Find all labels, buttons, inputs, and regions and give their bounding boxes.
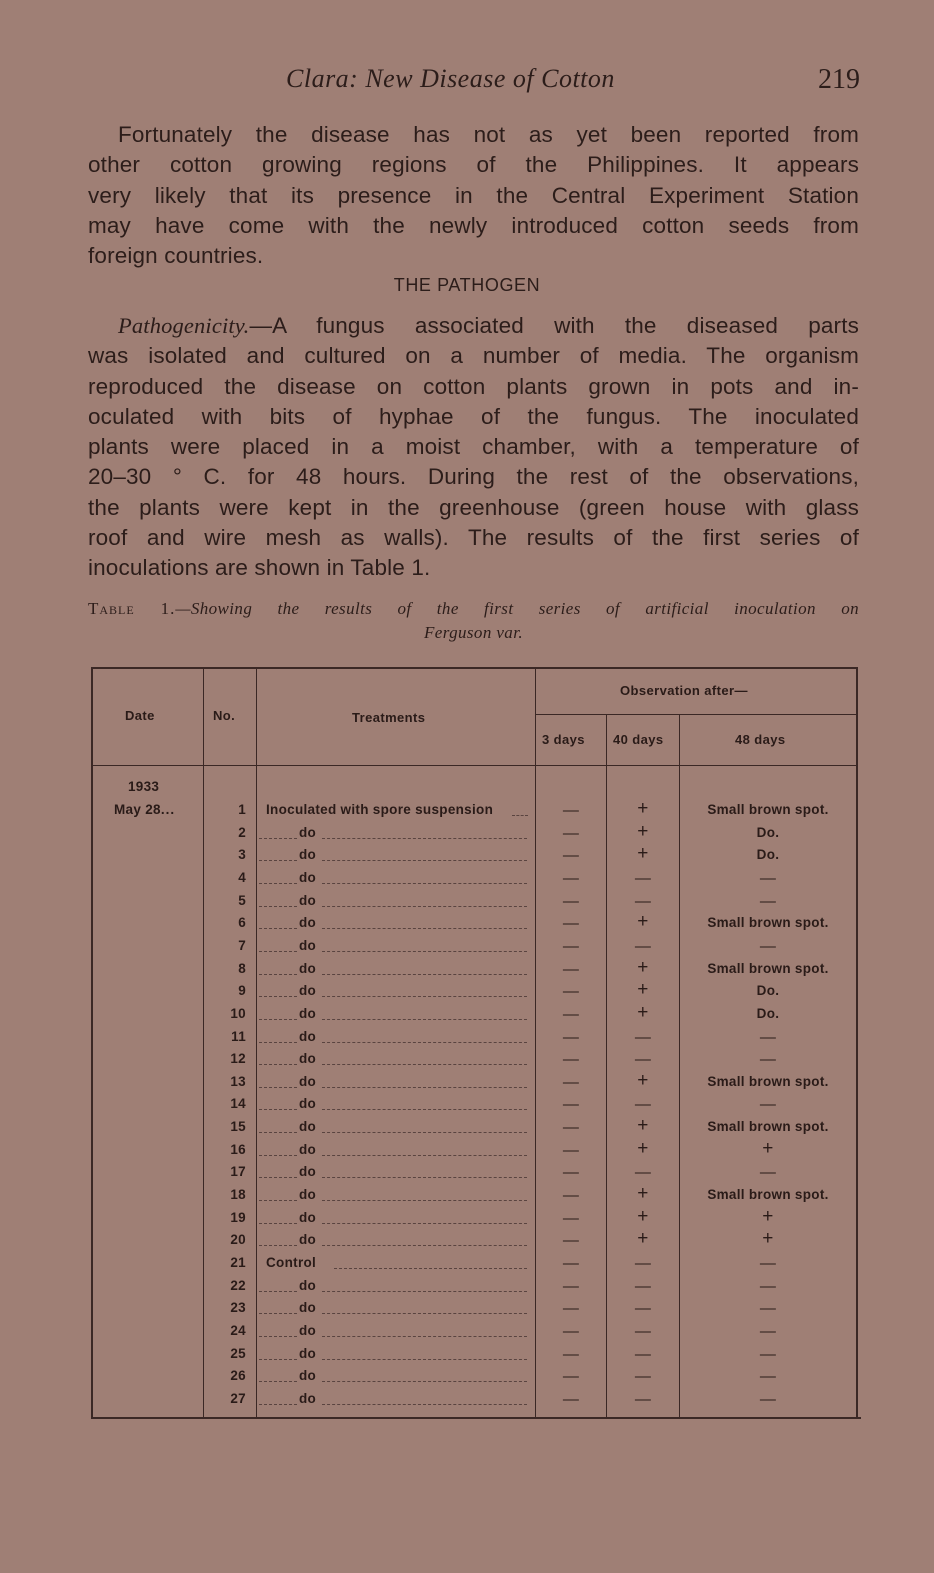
row-number: 9 xyxy=(238,983,246,998)
row-treatment: do xyxy=(299,1096,317,1111)
row-number: 24 xyxy=(230,1323,246,1338)
row-3-days-value: — xyxy=(562,1346,580,1363)
row-3-days-value: — xyxy=(562,1051,580,1068)
row-3-days-value: — xyxy=(562,1096,580,1113)
leader-dots xyxy=(259,1017,297,1020)
leader-dots xyxy=(259,1153,297,1156)
row-number: 19 xyxy=(230,1210,246,1225)
table-bottom-rule xyxy=(91,1417,861,1419)
row-3-days-value: — xyxy=(562,1232,580,1249)
row-treatment: do xyxy=(299,1074,317,1089)
date-label: May 28... xyxy=(114,802,176,817)
header-3-days: 3 days xyxy=(542,732,585,747)
leader-dots xyxy=(259,1334,297,1337)
leader-dots xyxy=(322,1357,527,1360)
row-48-days-value: — xyxy=(759,893,777,910)
leader-dots xyxy=(322,1085,527,1088)
row-40-days-value: — xyxy=(634,870,652,887)
row-48-days-value: — xyxy=(759,938,777,955)
row-treatment: do xyxy=(299,1391,317,1406)
row-3-days-value: — xyxy=(562,1391,580,1408)
header-40-days: 40 days xyxy=(613,732,664,747)
row-treatment: do xyxy=(299,961,317,976)
row-48-days-value: + xyxy=(762,1206,774,1227)
row-treatment: do xyxy=(299,915,317,930)
row-40-days-value: + xyxy=(637,821,649,842)
text-line: foreign countries. xyxy=(88,243,264,269)
row-40-days-value: — xyxy=(634,1323,652,1340)
table-left-rule xyxy=(91,667,93,1419)
row-number: 20 xyxy=(230,1232,246,1247)
row-3-days-value: — xyxy=(562,961,580,978)
row-number: 8 xyxy=(238,961,246,976)
row-40-days-value: — xyxy=(634,1096,652,1113)
leader-dots xyxy=(259,1107,297,1110)
row-48-days-value: + xyxy=(762,1138,774,1159)
row-treatment: do xyxy=(299,847,317,862)
row-3-days-value: — xyxy=(562,1029,580,1046)
row-40-days-value: — xyxy=(634,1300,652,1317)
row-3-days-value: — xyxy=(562,1323,580,1340)
leader-dots xyxy=(259,949,297,952)
row-3-days-value: — xyxy=(562,1006,580,1023)
row-48-days-value: Do. xyxy=(756,825,780,840)
leader-dots xyxy=(259,1379,297,1382)
leader-dots xyxy=(322,1130,527,1133)
leader-dots xyxy=(259,1357,297,1360)
paragraph-lead: Pathogenicity. xyxy=(118,313,250,338)
caption-text: —Showing the results of the first series of artificial inoculation on xyxy=(175,599,860,618)
caption-line xyxy=(88,597,859,621)
leader-dots xyxy=(322,1334,527,1337)
row-40-days-value: + xyxy=(637,1115,649,1136)
row-40-days-value: — xyxy=(634,1391,652,1408)
row-40-days-value: + xyxy=(637,1138,649,1159)
leader-dots xyxy=(322,949,527,952)
row-48-days-value: — xyxy=(759,1255,777,1272)
leader-dots xyxy=(512,813,528,816)
leader-dots xyxy=(322,1062,527,1065)
row-number: 14 xyxy=(230,1096,246,1111)
running-title: Clara: New Disease of Cotton xyxy=(286,64,615,93)
row-treatment: do xyxy=(299,1346,317,1361)
row-48-days-value: Do. xyxy=(756,1006,780,1021)
leader-dots xyxy=(259,1198,297,1201)
column-divider xyxy=(203,667,204,1419)
row-treatment: Inoculated with spore suspension xyxy=(266,802,494,817)
leader-dots xyxy=(259,1402,297,1405)
row-48-days-value: — xyxy=(759,870,777,887)
row-number: 27 xyxy=(230,1391,246,1406)
leader-dots xyxy=(322,836,527,839)
row-treatment: do xyxy=(299,1119,317,1134)
row-treatment: do xyxy=(299,1368,317,1383)
row-number: 7 xyxy=(238,938,246,953)
row-48-days-value: Do. xyxy=(756,847,780,862)
leader-dots xyxy=(259,1289,297,1292)
table-top-rule xyxy=(91,667,856,669)
row-number: 6 xyxy=(238,915,246,930)
year-label: 1933 xyxy=(128,779,160,794)
leader-dots xyxy=(259,972,297,975)
leader-dots xyxy=(322,1289,527,1292)
text-line: inoculations are shown in Table 1. xyxy=(88,555,431,581)
text-line: other cotton growing regions of the Philippines. It appears xyxy=(88,152,859,178)
row-treatment: do xyxy=(299,1006,317,1021)
row-treatment: do xyxy=(299,1187,317,1202)
text-line: plants were placed in a moist chamber, with a temperature of xyxy=(88,434,859,460)
row-3-days-value: — xyxy=(562,1300,580,1317)
row-number: 21 xyxy=(230,1255,246,1270)
row-treatment: do xyxy=(299,1051,317,1066)
row-40-days-value: — xyxy=(634,1255,652,1272)
row-treatment: Control xyxy=(266,1255,317,1270)
row-3-days-value: — xyxy=(562,915,580,932)
row-40-days-value: — xyxy=(634,1346,652,1363)
text-line: 20–30 ° C. for 48 hours. During the rest of the observations, xyxy=(88,464,859,490)
leader-dots xyxy=(322,858,527,861)
leader-dots xyxy=(322,1198,527,1201)
row-treatment: do xyxy=(299,1300,317,1315)
row-48-days-value: Small brown spot. xyxy=(707,915,829,930)
header-no: No. xyxy=(213,708,236,723)
text-line: reproduced the disease on cotton plants grown in pots and in- xyxy=(88,373,859,399)
leader-dots xyxy=(259,926,297,929)
row-3-days-value: — xyxy=(562,1119,580,1136)
row-3-days-value: — xyxy=(562,1368,580,1385)
row-40-days-value: + xyxy=(637,957,649,978)
paragraph-2 xyxy=(88,311,859,584)
observation-subrule xyxy=(535,714,856,715)
row-number: 10 xyxy=(230,1006,246,1021)
row-48-days-value: — xyxy=(759,1300,777,1317)
header-treatments: Treatments xyxy=(352,710,426,725)
row-40-days-value: + xyxy=(637,1228,649,1249)
row-48-days-value: — xyxy=(759,1096,777,1113)
row-number: 15 xyxy=(230,1119,246,1134)
row-3-days-value: — xyxy=(562,1210,580,1227)
row-40-days-value: + xyxy=(637,1206,649,1227)
row-3-days-value: — xyxy=(562,1187,580,1204)
row-number: 11 xyxy=(231,1029,246,1044)
leader-dots xyxy=(259,858,297,861)
row-number: 23 xyxy=(230,1300,246,1315)
header-date: Date xyxy=(125,708,155,723)
row-48-days-value: — xyxy=(759,1391,777,1408)
row-treatment: do xyxy=(299,1029,317,1044)
leader-dots xyxy=(259,1085,297,1088)
row-treatment: do xyxy=(299,1232,317,1247)
row-number: 18 xyxy=(230,1187,246,1202)
row-number: 25 xyxy=(230,1346,246,1361)
row-3-days-value: — xyxy=(562,870,580,887)
leader-dots xyxy=(322,1379,527,1382)
row-40-days-value: — xyxy=(634,1164,652,1181)
leader-dots xyxy=(322,994,527,997)
row-48-days-value: Small brown spot. xyxy=(707,961,829,976)
row-40-days-value: + xyxy=(637,843,649,864)
caption-label: Table 1. xyxy=(88,599,176,618)
row-40-days-value: + xyxy=(637,1002,649,1023)
leader-dots xyxy=(334,1266,527,1269)
row-3-days-value: — xyxy=(562,1255,580,1272)
row-number: 1 xyxy=(238,802,246,817)
row-treatment: do xyxy=(299,825,317,840)
row-3-days-value: — xyxy=(562,938,580,955)
leader-dots xyxy=(259,1062,297,1065)
leader-dots xyxy=(259,1221,297,1224)
leader-dots xyxy=(322,1040,527,1043)
row-3-days-value: — xyxy=(562,1142,580,1159)
leader-dots xyxy=(322,1175,527,1178)
row-3-days-value: — xyxy=(562,983,580,1000)
running-header xyxy=(0,64,934,100)
text-line: may have come with the newly introduced cotton seeds from xyxy=(88,212,859,238)
row-3-days-value: — xyxy=(562,802,580,819)
row-40-days-value: + xyxy=(637,798,649,819)
text-line: oculated with bits of hyphae of the fungus. The inoculated xyxy=(88,403,859,429)
leader-dots xyxy=(322,1221,527,1224)
row-number: 12 xyxy=(230,1051,246,1066)
leader-dots xyxy=(259,1243,297,1246)
row-3-days-value: — xyxy=(562,1278,580,1295)
row-48-days-value: — xyxy=(759,1346,777,1363)
row-treatment: do xyxy=(299,1210,317,1225)
row-number: 16 xyxy=(230,1142,246,1157)
row-number: 22 xyxy=(230,1278,246,1293)
row-48-days-value: Do. xyxy=(756,983,780,998)
date-text: May 28 xyxy=(114,802,161,817)
leader-dots xyxy=(322,1311,527,1314)
leader-dots xyxy=(322,1402,527,1405)
leader-dots xyxy=(259,836,297,839)
paragraph-1 xyxy=(88,120,859,271)
leader-dots xyxy=(259,904,297,907)
page-number: 219 xyxy=(818,64,860,95)
row-number: 3 xyxy=(238,847,246,862)
row-40-days-value: — xyxy=(634,1368,652,1385)
row-40-days-value: + xyxy=(637,1183,649,1204)
header-observation: Observation after— xyxy=(620,683,748,698)
row-3-days-value: — xyxy=(562,825,580,842)
row-40-days-value: — xyxy=(634,1278,652,1295)
row-number: 4 xyxy=(238,870,246,885)
row-3-days-value: — xyxy=(562,1164,580,1181)
row-40-days-value: + xyxy=(637,911,649,932)
row-40-days-value: — xyxy=(634,938,652,955)
leader-dots xyxy=(322,1153,527,1156)
column-divider xyxy=(256,667,257,1419)
row-3-days-value: — xyxy=(562,893,580,910)
leader-dots xyxy=(322,1017,527,1020)
table-caption xyxy=(88,597,859,645)
row-48-days-value: Small brown spot. xyxy=(707,1074,829,1089)
row-3-days-value: — xyxy=(562,1074,580,1091)
row-number: 26 xyxy=(230,1368,246,1383)
row-number: 17 xyxy=(230,1164,246,1179)
row-number: 5 xyxy=(238,893,246,908)
row-number: 2 xyxy=(238,825,246,840)
text-line xyxy=(88,311,859,341)
row-40-days-value: + xyxy=(637,979,649,1000)
leader-dots xyxy=(259,994,297,997)
text-line: roof and wire mesh as walls). The results of the first series of xyxy=(88,525,859,551)
text-line: very likely that its presence in the Central Experiment Station xyxy=(88,182,859,208)
row-treatment: do xyxy=(299,870,317,885)
row-48-days-value: Small brown spot. xyxy=(707,1119,829,1134)
row-treatment: do xyxy=(299,983,317,998)
leader-dots xyxy=(259,1040,297,1043)
header-48-days: 48 days xyxy=(735,732,786,747)
row-48-days-value: — xyxy=(759,1051,777,1068)
section-heading: THE PATHOGEN xyxy=(393,275,541,295)
row-48-days-value: — xyxy=(759,1323,777,1340)
row-treatment: do xyxy=(299,1278,317,1293)
leader-dots xyxy=(259,1130,297,1133)
leader-dots xyxy=(322,926,527,929)
row-treatment: do xyxy=(299,1323,317,1338)
row-3-days-value: — xyxy=(562,847,580,864)
leader-dots xyxy=(322,881,527,884)
text-line: was isolated and cultured on a number of media. The organism xyxy=(88,343,859,369)
row-48-days-value: Small brown spot. xyxy=(707,802,829,817)
row-48-days-value: — xyxy=(759,1278,777,1295)
row-48-days-value: — xyxy=(759,1029,777,1046)
row-48-days-value: + xyxy=(762,1228,774,1249)
text-line: Fortunately the disease has not as yet been reported from xyxy=(118,122,859,147)
row-40-days-value: — xyxy=(634,1029,652,1046)
row-40-days-value: — xyxy=(634,893,652,910)
row-treatment: do xyxy=(299,1142,317,1157)
text-line: the plants were kept in the greenhouse (green house with glass xyxy=(88,494,859,520)
caption-variety: Ferguson var. xyxy=(423,623,523,642)
leader-dots xyxy=(259,1311,297,1314)
leader-dots xyxy=(259,881,297,884)
row-48-days-value: — xyxy=(759,1368,777,1385)
row-48-days-value: Small brown spot. xyxy=(707,1187,829,1202)
leader-dots xyxy=(322,972,527,975)
table-right-rule xyxy=(856,667,858,1419)
row-treatment: do xyxy=(299,1164,317,1179)
row-treatment: do xyxy=(299,938,317,953)
row-treatment: do xyxy=(299,893,317,908)
leader-dots xyxy=(259,1175,297,1178)
leader-dots xyxy=(322,1107,527,1110)
header-separator xyxy=(91,765,856,766)
row-48-days-value: — xyxy=(759,1164,777,1181)
row-40-days-value: + xyxy=(637,1070,649,1091)
leader-dots xyxy=(322,1243,527,1246)
leader-dots xyxy=(322,904,527,907)
row-number: 13 xyxy=(230,1074,246,1089)
row-40-days-value: — xyxy=(634,1051,652,1068)
text-fragment: —A fungus associated with the diseased parts xyxy=(249,313,859,338)
